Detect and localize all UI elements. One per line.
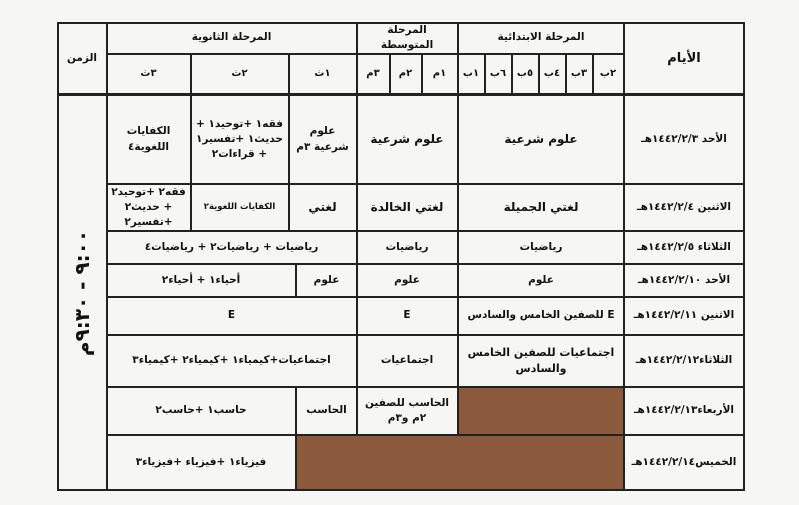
subject-cell: الكفايات اللغوية٤: [126, 125, 171, 153]
stage-middle: المرحلة المتوسطة: [380, 23, 434, 51]
header-time: الزمن: [66, 52, 98, 65]
day-cell: الخميس١٤٤٢/٢/١٤هـ: [631, 455, 737, 468]
grade-header: ٥ب: [516, 68, 534, 80]
grade-header: ٦ب: [489, 68, 507, 80]
header-days: الأيام: [667, 50, 701, 66]
grade-header: ٢ث: [231, 68, 248, 80]
time-range: ٩:٠٠ - ٩:٣٠م: [70, 229, 94, 356]
grid-line: [58, 489, 745, 491]
subject-cell: أحياء١ + أحياء٢: [161, 273, 241, 286]
grade-header: ٢م: [398, 68, 413, 80]
day-cell: الاثنين ١٤٤٢/٢/٤هـ: [636, 200, 732, 213]
subject-cell: E: [227, 309, 236, 322]
stage-primary: المرحلة الابتدائية: [497, 31, 585, 44]
grade-header: ٤ب: [543, 68, 561, 80]
subject-cell: اجتماعيات: [380, 354, 434, 367]
grade-header: ٣م: [366, 68, 380, 80]
subject-cell: فيزياء١ +فيزياء +فيزياء٣: [135, 455, 267, 468]
subject-cell: E: [403, 309, 411, 322]
grade-header: ١ب: [462, 68, 480, 80]
empty-cell-wednesday-primary: [458, 386, 624, 434]
subject-cell: رياضيات: [519, 240, 563, 253]
grade-header: ١ث: [314, 68, 331, 80]
subject-cell: علوم شرعية ٣م: [296, 125, 349, 153]
subject-cell: الحاسب للصفين ٢م و٣م: [364, 396, 449, 424]
day-cell: الأحد ١٤٤٢/٢/٣هـ: [641, 132, 727, 145]
subject-cell: الكفايات اللغوية٢: [203, 202, 276, 213]
grade-header: ٣ث: [140, 68, 157, 80]
subject-cell: لغتي: [308, 199, 337, 214]
day-cell: الأحد ١٤٤٢/٢/١٠هـ: [637, 273, 731, 286]
empty-cell-thursday-primary-middle: [297, 434, 624, 490]
subject-cell: حاسب١ +حاسب٢: [155, 404, 247, 417]
subject-cell: رياضيات + رياضيات٢ + رياضيات٤: [144, 240, 319, 253]
stage-secondary: المرحلة الثانوية: [191, 31, 272, 44]
subject-cell: فقه٢ +توحيد٢ + حديث٢ +تفسير٢: [111, 185, 186, 229]
subject-cell: علوم شرعية: [504, 131, 578, 146]
grade-header: ٢ب: [599, 68, 617, 80]
subject-cell: لغتي الخالدة: [370, 199, 444, 214]
grade-header: ١م: [432, 68, 447, 80]
subject-cell: رياضيات: [385, 240, 429, 253]
subject-cell: علوم: [394, 273, 420, 286]
subject-cell: فقه١ +توحيد١ + حديث١ +تفسير١ + قراءات٢: [195, 117, 284, 161]
subject-cell: الحاسب: [306, 404, 347, 417]
grid-line: [295, 434, 297, 490]
day-cell: الأربعاء١٤٤٢/٢/١٣هـ: [633, 404, 735, 417]
day-cell: الاثنين ١٤٤٢/٢/١١هـ: [633, 309, 735, 322]
subject-cell: علوم: [313, 273, 340, 286]
day-cell: الثلاثاء١٤٤٢/٢/١٢هـ: [635, 354, 733, 367]
subject-cell: لغتي الجميلة: [503, 199, 579, 214]
subject-cell: علوم: [528, 273, 554, 286]
day-cell: الثلاثاء ١٤٤٢/٢/٥هـ: [637, 240, 731, 253]
subject-cell: علوم شرعية: [370, 131, 444, 146]
subject-cell: اجتماعيات+كيمياء١ +كيمياء٢ +كيمياء٣: [132, 354, 331, 367]
subject-cell: اجتماعيات للصفين الخامس والسادس: [467, 346, 615, 375]
subject-cell: E للصفين الخامس والسادس: [467, 309, 615, 322]
grade-header: ٣ب: [570, 68, 588, 80]
